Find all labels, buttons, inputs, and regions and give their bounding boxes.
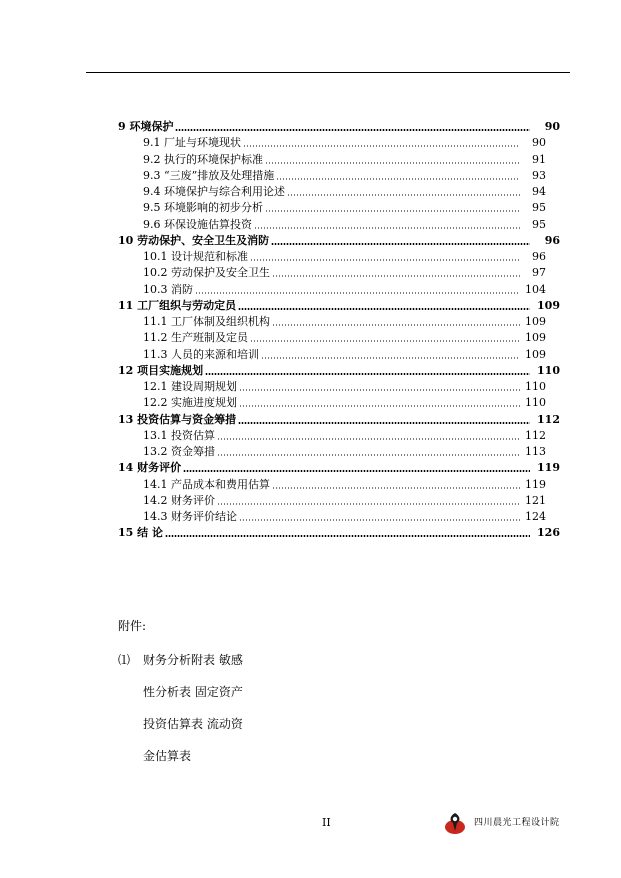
toc-section-row [143, 443, 546, 459]
toc-leader-dots [276, 177, 520, 181]
toc-chapter-row [118, 362, 560, 378]
toc-section-row [143, 281, 546, 297]
toc-section-row [143, 313, 546, 329]
toc-leader-dots [239, 404, 520, 408]
toc-entry-label: 9.3 “三废”排放及处理措施 [143, 168, 275, 182]
toc-entry-page: 112 [525, 428, 546, 442]
toc-section-row [143, 151, 546, 167]
appendix-line-2: 性分析表 固定资产 [143, 685, 243, 699]
toc-entry-label: 13.2 资金筹措 [143, 445, 215, 458]
toc-entry-label: 11.1 工厂体制及组织机构 [143, 315, 270, 328]
toc-entry-page: 96 [532, 250, 546, 263]
toc-entry-label: 10.3 消防 [143, 282, 193, 296]
toc-entry-label: 12 项目实施规划 [118, 363, 204, 377]
toc-leader-dots [165, 534, 530, 538]
toc-entry-label: 9.4 环境保护与综合利用论述 [143, 185, 285, 198]
toc-entry-page: 110 [537, 363, 560, 377]
toc-entry-page: 126 [537, 526, 560, 540]
toc-entry-label: 11 工厂组织与劳动定员 [118, 298, 237, 312]
toc-chapter-row [118, 118, 560, 134]
toc-section-row [143, 394, 546, 410]
toc-entry-label: 11.3 人员的来源和培训 [143, 347, 259, 361]
toc-section-row [143, 134, 546, 150]
toc-section-row [143, 508, 546, 524]
toc-section-row [143, 248, 546, 264]
toc-section-row [143, 492, 546, 508]
toc-section-row [143, 216, 546, 232]
toc-leader-dots [250, 339, 520, 343]
toc-entry-page: 112 [537, 412, 560, 426]
toc-entry-page: 97 [532, 266, 546, 280]
toc-entry-label: 12.2 实施进度规划 [143, 396, 237, 410]
toc-leader-dots [217, 437, 520, 441]
company-logo-icon [444, 810, 466, 836]
page-number: II [322, 816, 331, 829]
toc-leader-dots [265, 161, 520, 165]
toc-entry-label: 9.2 执行的环境保护标准 [143, 152, 263, 166]
appendix-line-3: 投资估算表 流动资 [143, 717, 243, 731]
toc-entry-page: 90 [532, 136, 546, 150]
toc-entry-label: 12.1 建设周期规划 [143, 380, 237, 393]
toc-entry-page: 91 [532, 152, 546, 166]
toc-entry-page: 95 [532, 217, 546, 231]
toc-entry-label: 10.2 劳动保护及安全卫生 [143, 266, 270, 280]
toc-section-row [143, 199, 546, 215]
toc-entry-label: 11.2 生产班制及定员 [143, 331, 248, 345]
toc-section-row [143, 427, 546, 443]
toc-leader-dots [239, 518, 520, 522]
toc-section-row [143, 378, 546, 394]
toc-leader-dots [238, 307, 530, 311]
toc-entry-label: 10.1 设计规范和标准 [143, 250, 248, 263]
toc-entry-page: 110 [525, 380, 546, 393]
toc-entry-page: 119 [525, 477, 546, 491]
toc-entry-page: 104 [525, 282, 546, 296]
toc-entry-label: 9 环境保护 [118, 120, 174, 133]
toc-leader-dots [239, 388, 520, 392]
appendix-item-number: ⑴ [118, 653, 131, 667]
toc-leader-dots [261, 356, 520, 360]
toc-leader-dots [250, 258, 520, 262]
appendix-line-4: 金估算表 [143, 749, 192, 763]
toc-section-row [143, 183, 546, 199]
toc-leader-dots [272, 323, 520, 327]
toc-entry-page: 110 [525, 396, 546, 410]
toc-section-row [143, 346, 546, 362]
toc-entry-label: 9.1 厂址与环境现状 [143, 136, 241, 150]
toc-entry-label: 14.1 产品成本和费用估算 [143, 477, 270, 491]
toc-leader-dots [205, 372, 530, 376]
toc-entry-page: 109 [525, 331, 546, 345]
toc-entry-label: 14.2 财务评价 [143, 493, 215, 507]
toc-entry-page: 93 [532, 168, 546, 182]
toc-chapter-row [118, 411, 560, 427]
appendix-heading: 附件: [118, 619, 147, 633]
toc-leader-dots [183, 469, 530, 473]
toc-entry-label: 14 财务评价 [118, 461, 182, 475]
toc-leader-dots [254, 226, 520, 230]
toc-entry-page: 109 [525, 347, 546, 361]
toc-entry-page: 121 [525, 493, 546, 507]
toc-entry-label: 13.1 投资估算 [143, 428, 215, 442]
toc-section-row [143, 264, 546, 280]
appendix-line-1: 财务分析附表 敏感 [143, 653, 243, 667]
toc-leader-dots [175, 128, 530, 132]
toc-entry-page: 94 [532, 185, 546, 198]
toc-leader-dots [238, 421, 530, 425]
toc-leader-dots [287, 193, 520, 197]
toc-entry-page: 95 [532, 201, 546, 215]
toc-section-row [143, 329, 546, 345]
toc-entry-label: 9.6 环保设施估算投资 [143, 217, 252, 231]
toc-chapter-row [118, 524, 560, 540]
toc-leader-dots [243, 144, 520, 148]
toc-leader-dots [265, 209, 520, 213]
toc-leader-dots [272, 274, 520, 278]
toc-leader-dots [271, 242, 530, 246]
toc-entry-page: 109 [537, 298, 560, 312]
toc-entry-label: 13 投资估算与资金筹措 [118, 412, 237, 426]
company-name: 四川晨光工程设计院 [474, 818, 560, 828]
toc-chapter-row [118, 297, 560, 313]
toc-entry-page: 124 [525, 510, 546, 523]
toc-entry-page: 90 [544, 120, 560, 133]
toc-entry-page: 109 [525, 315, 546, 328]
toc-entry-label: 10 劳动保护、安全卫生及消防 [118, 233, 270, 247]
toc-entry-label: 15 结 论 [118, 526, 163, 540]
toc-leader-dots [195, 291, 520, 295]
toc-entry-page: 96 [544, 233, 560, 247]
toc-section-row [143, 476, 546, 492]
toc-chapter-row [118, 459, 560, 475]
toc-chapter-row [118, 232, 560, 248]
toc-leader-dots [217, 502, 520, 506]
toc-leader-dots [272, 486, 520, 490]
toc-leader-dots [217, 453, 520, 457]
toc-entry-label: 14.3 财务评价结论 [143, 510, 237, 523]
toc-section-row [143, 167, 546, 183]
toc-entry-page: 119 [537, 461, 560, 475]
toc-entry-page: 113 [525, 445, 546, 458]
toc-entry-label: 9.5 环境影响的初步分析 [143, 201, 263, 215]
